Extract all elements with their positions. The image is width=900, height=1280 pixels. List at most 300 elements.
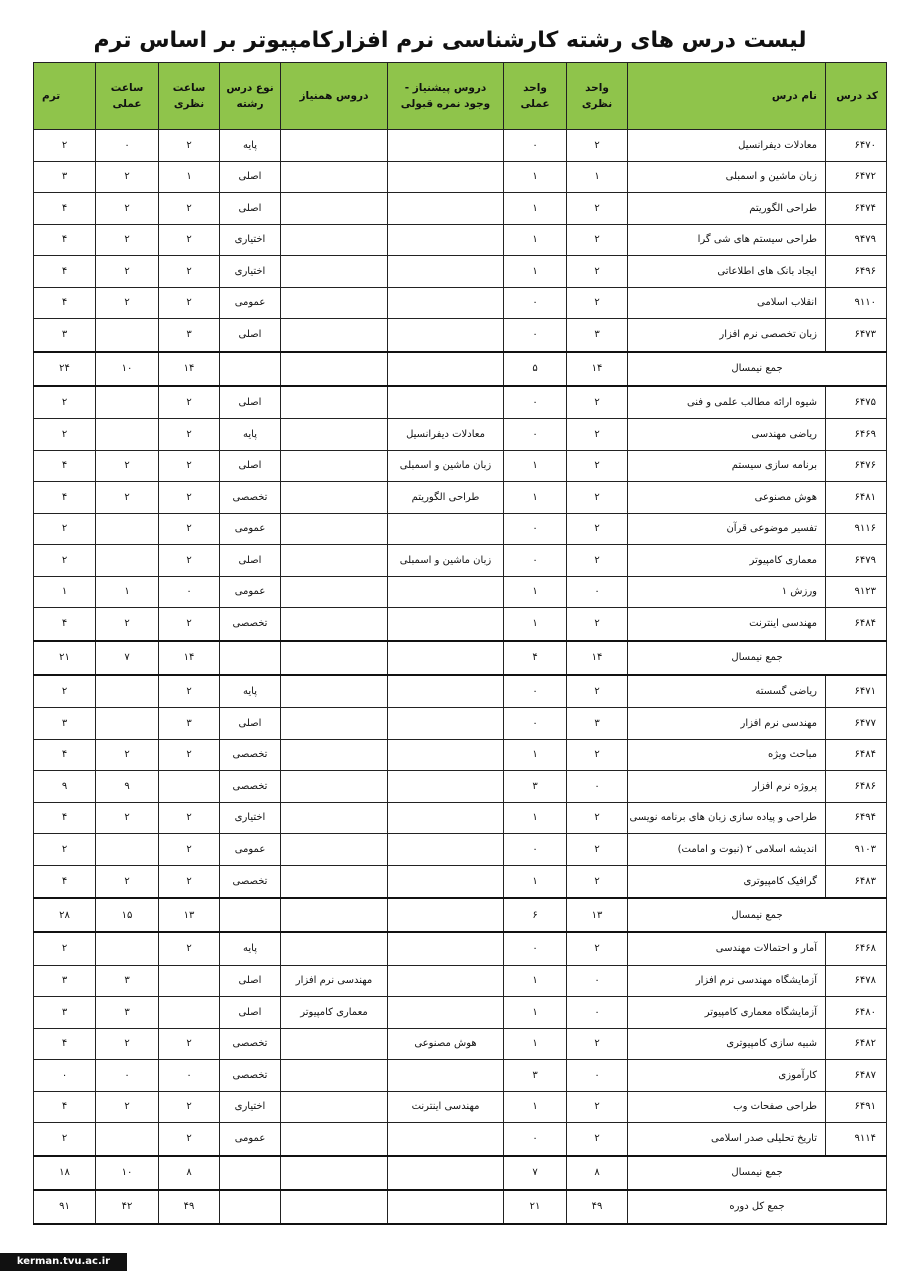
cell-theory-hours: ۲: [159, 739, 220, 771]
cell-term: ۲: [34, 545, 96, 577]
table-row: [34, 419, 887, 451]
cell-code: ۹۱۱۴: [826, 1123, 887, 1156]
cell-corequisite: [281, 932, 388, 965]
cell-theory-hours: ۲: [159, 419, 220, 451]
total-practical-hours: ۴۲: [96, 1190, 159, 1224]
cell-theory-hours: ۲: [159, 287, 220, 319]
cell-term: ۴: [34, 450, 96, 482]
cell-code: ۶۴۸۴: [826, 608, 887, 641]
cell-practical-units: ۱: [504, 224, 567, 256]
total-empty-cell: [220, 641, 281, 675]
table-row: [34, 224, 887, 256]
total-practical-hours: ۱۵: [96, 898, 159, 932]
total-practical-units: ۵: [504, 352, 567, 386]
cell-theory-hours: ۲: [159, 450, 220, 482]
cell-code: ۶۴۷۹: [826, 545, 887, 577]
table-row: [34, 739, 887, 771]
cell-practical-hours: [96, 419, 159, 451]
total-row: [34, 641, 887, 675]
cell-theory-hours: ۳: [159, 319, 220, 352]
cell-theory-units: ۲: [567, 419, 628, 451]
cell-theory-units: ۰: [567, 1060, 628, 1092]
cell-term: ۴: [34, 193, 96, 225]
cell-practical-units: ۰: [504, 708, 567, 740]
total-empty-cell: [388, 352, 504, 386]
cell-practical-units: ۱: [504, 1091, 567, 1123]
cell-name: زبان ماشین و اسمبلی: [628, 161, 826, 193]
cell-corequisite: [281, 1060, 388, 1092]
cell-code: ۶۴۸۳: [826, 865, 887, 898]
cell-practical-hours: ۲: [96, 865, 159, 898]
cell-prerequisite: [388, 932, 504, 965]
cell-type: تخصصی: [220, 1060, 281, 1092]
total-row: [34, 1190, 887, 1224]
cell-practical-hours: ۲: [96, 1091, 159, 1123]
cell-theory-units: ۲: [567, 482, 628, 514]
cell-corequisite: [281, 482, 388, 514]
header-code: کد درس: [826, 63, 887, 130]
total-empty-cell: [220, 898, 281, 932]
table-row: [34, 608, 887, 641]
total-empty-cell: [388, 641, 504, 675]
total-theory-hours: ۸: [159, 1156, 220, 1190]
total-label: جمع نیمسال: [628, 352, 887, 386]
cell-prerequisite: مهندسی اینترنت: [388, 1091, 504, 1123]
cell-practical-units: ۳: [504, 1060, 567, 1092]
table-row: [34, 193, 887, 225]
cell-theory-units: ۰: [567, 997, 628, 1029]
cell-theory-units: ۲: [567, 224, 628, 256]
cell-type: اصلی: [220, 965, 281, 997]
cell-type: تخصصی: [220, 482, 281, 514]
total-practical-units: ۷: [504, 1156, 567, 1190]
header-type: نوع درس رشته: [220, 63, 281, 130]
cell-type: عمومی: [220, 1123, 281, 1156]
cell-prerequisite: زبان ماشین و اسمبلی: [388, 545, 504, 577]
cell-practical-units: ۱: [504, 193, 567, 225]
cell-code: ۶۴۹۶: [826, 256, 887, 288]
cell-term: ۲: [34, 130, 96, 162]
cell-practical-units: ۰: [504, 386, 567, 419]
cell-term: ۲: [34, 1123, 96, 1156]
cell-term: ۴: [34, 482, 96, 514]
cell-code: ۶۴۶۹: [826, 419, 887, 451]
table-row: [34, 675, 887, 708]
cell-code: ۶۴۶۸: [826, 932, 887, 965]
cell-name: اندیشه اسلامی ۲ (نبوت و امامت): [628, 834, 826, 866]
cell-term: ۲: [34, 386, 96, 419]
cell-type: اصلی: [220, 708, 281, 740]
cell-name: مهندسی اینترنت: [628, 608, 826, 641]
table-row: [34, 1028, 887, 1060]
total-empty-cell: [281, 1156, 388, 1190]
course-table: [33, 62, 887, 1225]
cell-corequisite: [281, 1091, 388, 1123]
cell-name: شیوه ارائه مطالب علمی و فنی: [628, 386, 826, 419]
total-theory-hours: ۱۴: [159, 352, 220, 386]
cell-corequisite: [281, 708, 388, 740]
cell-theory-hours: ۲: [159, 608, 220, 641]
cell-practical-hours: [96, 319, 159, 352]
cell-term: ۳: [34, 997, 96, 1029]
cell-practical-hours: [96, 675, 159, 708]
cell-name: کارآموزی: [628, 1060, 826, 1092]
table-row: [34, 1060, 887, 1092]
table-row: [34, 1123, 887, 1156]
cell-practical-units: ۰: [504, 287, 567, 319]
cell-code: ۹۴۷۹: [826, 224, 887, 256]
cell-theory-hours: ۲: [159, 513, 220, 545]
cell-prerequisite: [388, 834, 504, 866]
cell-corequisite: [281, 675, 388, 708]
cell-type: عمومی: [220, 513, 281, 545]
cell-prerequisite: [388, 287, 504, 319]
cell-theory-hours: [159, 771, 220, 803]
cell-prerequisite: [388, 1060, 504, 1092]
cell-theory-units: ۲: [567, 739, 628, 771]
table-row: [34, 287, 887, 319]
cell-prerequisite: [388, 771, 504, 803]
cell-practical-units: ۰: [504, 130, 567, 162]
cell-theory-units: ۲: [567, 130, 628, 162]
cell-prerequisite: [388, 865, 504, 898]
cell-name: ورزش ۱: [628, 576, 826, 608]
cell-corequisite: [281, 545, 388, 577]
cell-name: پروژه نرم افزار: [628, 771, 826, 803]
cell-corequisite: [281, 193, 388, 225]
cell-code: ۶۴۸۱: [826, 482, 887, 514]
cell-prerequisite: [388, 161, 504, 193]
cell-code: ۶۴۸۴: [826, 739, 887, 771]
cell-type: تخصصی: [220, 771, 281, 803]
cell-code: ۶۴۸۶: [826, 771, 887, 803]
total-empty-cell: [281, 898, 388, 932]
cell-name: تفسیر موضوعی قرآن: [628, 513, 826, 545]
table-row: [34, 450, 887, 482]
cell-name: هوش مصنوعی: [628, 482, 826, 514]
header-prerequisite: دروس پیشنیاز - وجود نمره قبولی: [388, 63, 504, 130]
table-row: [34, 576, 887, 608]
table-row: [34, 319, 887, 352]
header-name: نام درس: [628, 63, 826, 130]
cell-practical-hours: ۹: [96, 771, 159, 803]
cell-name: برنامه سازی سیستم: [628, 450, 826, 482]
cell-term: ۰: [34, 1060, 96, 1092]
table-body: [34, 130, 887, 1225]
cell-corequisite: [281, 130, 388, 162]
cell-term: ۱: [34, 576, 96, 608]
cell-theory-units: ۰: [567, 576, 628, 608]
cell-prerequisite: طراحی الگوریتم: [388, 482, 504, 514]
cell-theory-units: ۲: [567, 932, 628, 965]
total-empty-cell: [281, 352, 388, 386]
cell-name: زبان تخصصی نرم افزار: [628, 319, 826, 352]
cell-theory-hours: ۲: [159, 834, 220, 866]
cell-practical-units: ۰: [504, 834, 567, 866]
cell-practical-units: ۱: [504, 256, 567, 288]
table-row: [34, 256, 887, 288]
total-practical-hours: ۷: [96, 641, 159, 675]
cell-theory-units: ۲: [567, 193, 628, 225]
cell-prerequisite: [388, 965, 504, 997]
cell-term: ۴: [34, 256, 96, 288]
total-label: جمع نیمسال: [628, 1156, 887, 1190]
total-theory-hours: ۴۹: [159, 1190, 220, 1224]
total-practical-units: ۶: [504, 898, 567, 932]
table-row: [34, 771, 887, 803]
cell-code: ۶۴۷۴: [826, 193, 887, 225]
cell-name: انقلاب اسلامی: [628, 287, 826, 319]
cell-name: شبیه سازی کامپیوتری: [628, 1028, 826, 1060]
cell-name: گرافیک کامپیوتری: [628, 865, 826, 898]
cell-corequisite: [281, 1028, 388, 1060]
cell-theory-hours: [159, 997, 220, 1029]
cell-practical-hours: ۳: [96, 997, 159, 1029]
total-row: [34, 898, 887, 932]
cell-code: ۶۴۸۷: [826, 1060, 887, 1092]
total-practical-hours: ۱۰: [96, 1156, 159, 1190]
cell-code: ۶۴۷۲: [826, 161, 887, 193]
cell-prerequisite: [388, 130, 504, 162]
cell-corequisite: [281, 224, 388, 256]
cell-practical-units: ۱: [504, 1028, 567, 1060]
cell-name: مباحث ویژه: [628, 739, 826, 771]
cell-practical-hours: ۲: [96, 161, 159, 193]
cell-practical-hours: ۰: [96, 130, 159, 162]
cell-practical-units: ۱: [504, 482, 567, 514]
cell-practical-units: ۰: [504, 319, 567, 352]
cell-corequisite: [281, 739, 388, 771]
cell-type: عمومی: [220, 834, 281, 866]
cell-theory-hours: ۱: [159, 161, 220, 193]
cell-term: ۳: [34, 161, 96, 193]
cell-code: ۶۴۷۱: [826, 675, 887, 708]
cell-theory-units: ۲: [567, 834, 628, 866]
total-empty-cell: [220, 1156, 281, 1190]
cell-term: ۲: [34, 513, 96, 545]
cell-term: ۴: [34, 1091, 96, 1123]
cell-term: ۲: [34, 419, 96, 451]
cell-prerequisite: [388, 997, 504, 1029]
cell-practical-hours: ۰: [96, 1060, 159, 1092]
cell-practical-hours: ۲: [96, 739, 159, 771]
total-label: جمع نیمسال: [628, 898, 887, 932]
cell-practical-hours: [96, 545, 159, 577]
cell-code: ۹۱۱۰: [826, 287, 887, 319]
cell-corequisite: [281, 608, 388, 641]
cell-prerequisite: معادلات دیفرانسیل: [388, 419, 504, 451]
cell-theory-hours: ۲: [159, 545, 220, 577]
cell-practical-units: ۱: [504, 450, 567, 482]
cell-theory-hours: ۳: [159, 708, 220, 740]
cell-theory-units: ۲: [567, 287, 628, 319]
header-theory-hours: ساعت نظری: [159, 63, 220, 130]
cell-type: پایه: [220, 675, 281, 708]
total-term: ۱۸: [34, 1156, 96, 1190]
total-empty-cell: [281, 1190, 388, 1224]
cell-practical-hours: ۲: [96, 608, 159, 641]
cell-practical-hours: ۲: [96, 287, 159, 319]
table-row: [34, 997, 887, 1029]
table-row: [34, 130, 887, 162]
total-theory-units: ۱۴: [567, 352, 628, 386]
header-practical-hours: ساعت عملی: [96, 63, 159, 130]
cell-type: تخصصی: [220, 739, 281, 771]
cell-practical-units: ۱: [504, 739, 567, 771]
table-row: [34, 545, 887, 577]
cell-practical-hours: [96, 1123, 159, 1156]
table-row: [34, 482, 887, 514]
cell-type: اصلی: [220, 386, 281, 419]
cell-code: ۶۴۷۸: [826, 965, 887, 997]
cell-theory-units: ۲: [567, 386, 628, 419]
cell-name: معماری کامپیوتر: [628, 545, 826, 577]
cell-practical-units: ۱: [504, 608, 567, 641]
cell-term: ۴: [34, 224, 96, 256]
header-term: ترم: [34, 63, 96, 130]
cell-type: عمومی: [220, 576, 281, 608]
total-row: [34, 1156, 887, 1190]
cell-code: ۶۴۹۱: [826, 1091, 887, 1123]
total-empty-cell: [388, 1156, 504, 1190]
cell-corequisite: [281, 287, 388, 319]
cell-code: ۹۱۰۳: [826, 834, 887, 866]
cell-theory-units: ۲: [567, 1028, 628, 1060]
cell-practical-units: ۰: [504, 545, 567, 577]
cell-theory-hours: ۲: [159, 1123, 220, 1156]
cell-theory-hours: ۲: [159, 1091, 220, 1123]
cell-theory-hours: ۲: [159, 193, 220, 225]
header-theory-units: واحد نظری: [567, 63, 628, 130]
cell-theory-hours: ۲: [159, 386, 220, 419]
table-row: [34, 865, 887, 898]
cell-practical-units: ۱: [504, 576, 567, 608]
total-theory-hours: ۱۴: [159, 641, 220, 675]
cell-prerequisite: [388, 576, 504, 608]
footer-site: kerman.tvu.ac.ir: [0, 1253, 127, 1271]
total-empty-cell: [220, 352, 281, 386]
cell-code: ۶۴۷۷: [826, 708, 887, 740]
cell-practical-hours: [96, 708, 159, 740]
cell-type: اختیاری: [220, 1091, 281, 1123]
cell-code: ۶۴۸۲: [826, 1028, 887, 1060]
total-label: جمع کل دوره: [628, 1190, 887, 1224]
cell-type: تخصصی: [220, 865, 281, 898]
table-row: [34, 386, 887, 419]
total-empty-cell: [220, 1190, 281, 1224]
cell-prerequisite: [388, 1123, 504, 1156]
cell-name: مهندسی نرم افزار: [628, 708, 826, 740]
total-practical-units: ۴: [504, 641, 567, 675]
cell-name: معادلات دیفرانسیل: [628, 130, 826, 162]
cell-practical-hours: ۲: [96, 450, 159, 482]
cell-theory-hours: [159, 965, 220, 997]
total-practical-units: ۲۱: [504, 1190, 567, 1224]
cell-practical-units: ۰: [504, 1123, 567, 1156]
cell-type: اصلی: [220, 319, 281, 352]
cell-prerequisite: [388, 386, 504, 419]
total-theory-units: ۱۳: [567, 898, 628, 932]
cell-theory-units: ۲: [567, 450, 628, 482]
cell-code: ۶۴۹۴: [826, 802, 887, 834]
cell-theory-units: ۲: [567, 256, 628, 288]
cell-corequisite: [281, 256, 388, 288]
cell-type: پایه: [220, 932, 281, 965]
cell-name: طراحی و پیاده سازی زبان های برنامه نویسی: [628, 802, 826, 834]
cell-term: ۴: [34, 608, 96, 641]
cell-theory-units: ۲: [567, 1091, 628, 1123]
cell-term: ۴: [34, 865, 96, 898]
cell-type: اختیاری: [220, 224, 281, 256]
cell-theory-units: ۲: [567, 608, 628, 641]
cell-code: ۶۴۸۰: [826, 997, 887, 1029]
header-practical-units: واحد عملی: [504, 63, 567, 130]
total-empty-cell: [388, 898, 504, 932]
cell-term: ۲: [34, 834, 96, 866]
cell-theory-units: ۱: [567, 161, 628, 193]
table-header-row: [34, 63, 887, 130]
cell-type: اختیاری: [220, 256, 281, 288]
cell-corequisite: معماری کامپیوتر: [281, 997, 388, 1029]
cell-prerequisite: [388, 319, 504, 352]
cell-term: ۴: [34, 1028, 96, 1060]
total-theory-units: ۴۹: [567, 1190, 628, 1224]
table-row: [34, 965, 887, 997]
cell-prerequisite: [388, 224, 504, 256]
cell-type: اختیاری: [220, 802, 281, 834]
cell-practical-units: ۳: [504, 771, 567, 803]
cell-prerequisite: [388, 513, 504, 545]
cell-theory-units: ۲: [567, 802, 628, 834]
cell-practical-hours: [96, 513, 159, 545]
cell-practical-hours: [96, 932, 159, 965]
table-row: [34, 708, 887, 740]
page-title: لیست درس های رشته کارشناسی نرم افزارکامپیوتر بر اساس ترم: [93, 28, 807, 53]
cell-name: طراحی صفحات وب: [628, 1091, 826, 1123]
cell-type: عمومی: [220, 287, 281, 319]
cell-corequisite: [281, 771, 388, 803]
cell-corequisite: [281, 419, 388, 451]
cell-practical-hours: [96, 386, 159, 419]
total-term: ۲۱: [34, 641, 96, 675]
cell-theory-hours: ۲: [159, 675, 220, 708]
cell-theory-units: ۰: [567, 965, 628, 997]
total-practical-hours: ۱۰: [96, 352, 159, 386]
cell-prerequisite: [388, 739, 504, 771]
cell-practical-units: ۱: [504, 161, 567, 193]
table-row: [34, 932, 887, 965]
table-row: [34, 513, 887, 545]
cell-code: ۶۴۷۰: [826, 130, 887, 162]
table-row: [34, 834, 887, 866]
cell-theory-hours: ۰: [159, 576, 220, 608]
cell-practical-units: ۱: [504, 997, 567, 1029]
cell-name: ایجاد بانک های اطلاعاتی: [628, 256, 826, 288]
total-theory-units: ۸: [567, 1156, 628, 1190]
cell-theory-units: ۲: [567, 1123, 628, 1156]
total-theory-units: ۱۴: [567, 641, 628, 675]
total-theory-hours: ۱۳: [159, 898, 220, 932]
cell-practical-hours: ۲: [96, 482, 159, 514]
cell-term: ۳: [34, 319, 96, 352]
cell-prerequisite: [388, 708, 504, 740]
cell-term: ۳: [34, 965, 96, 997]
cell-prerequisite: [388, 193, 504, 225]
total-term: ۹۱: [34, 1190, 96, 1224]
cell-type: اصلی: [220, 545, 281, 577]
cell-practical-units: ۰: [504, 932, 567, 965]
cell-term: ۲: [34, 932, 96, 965]
